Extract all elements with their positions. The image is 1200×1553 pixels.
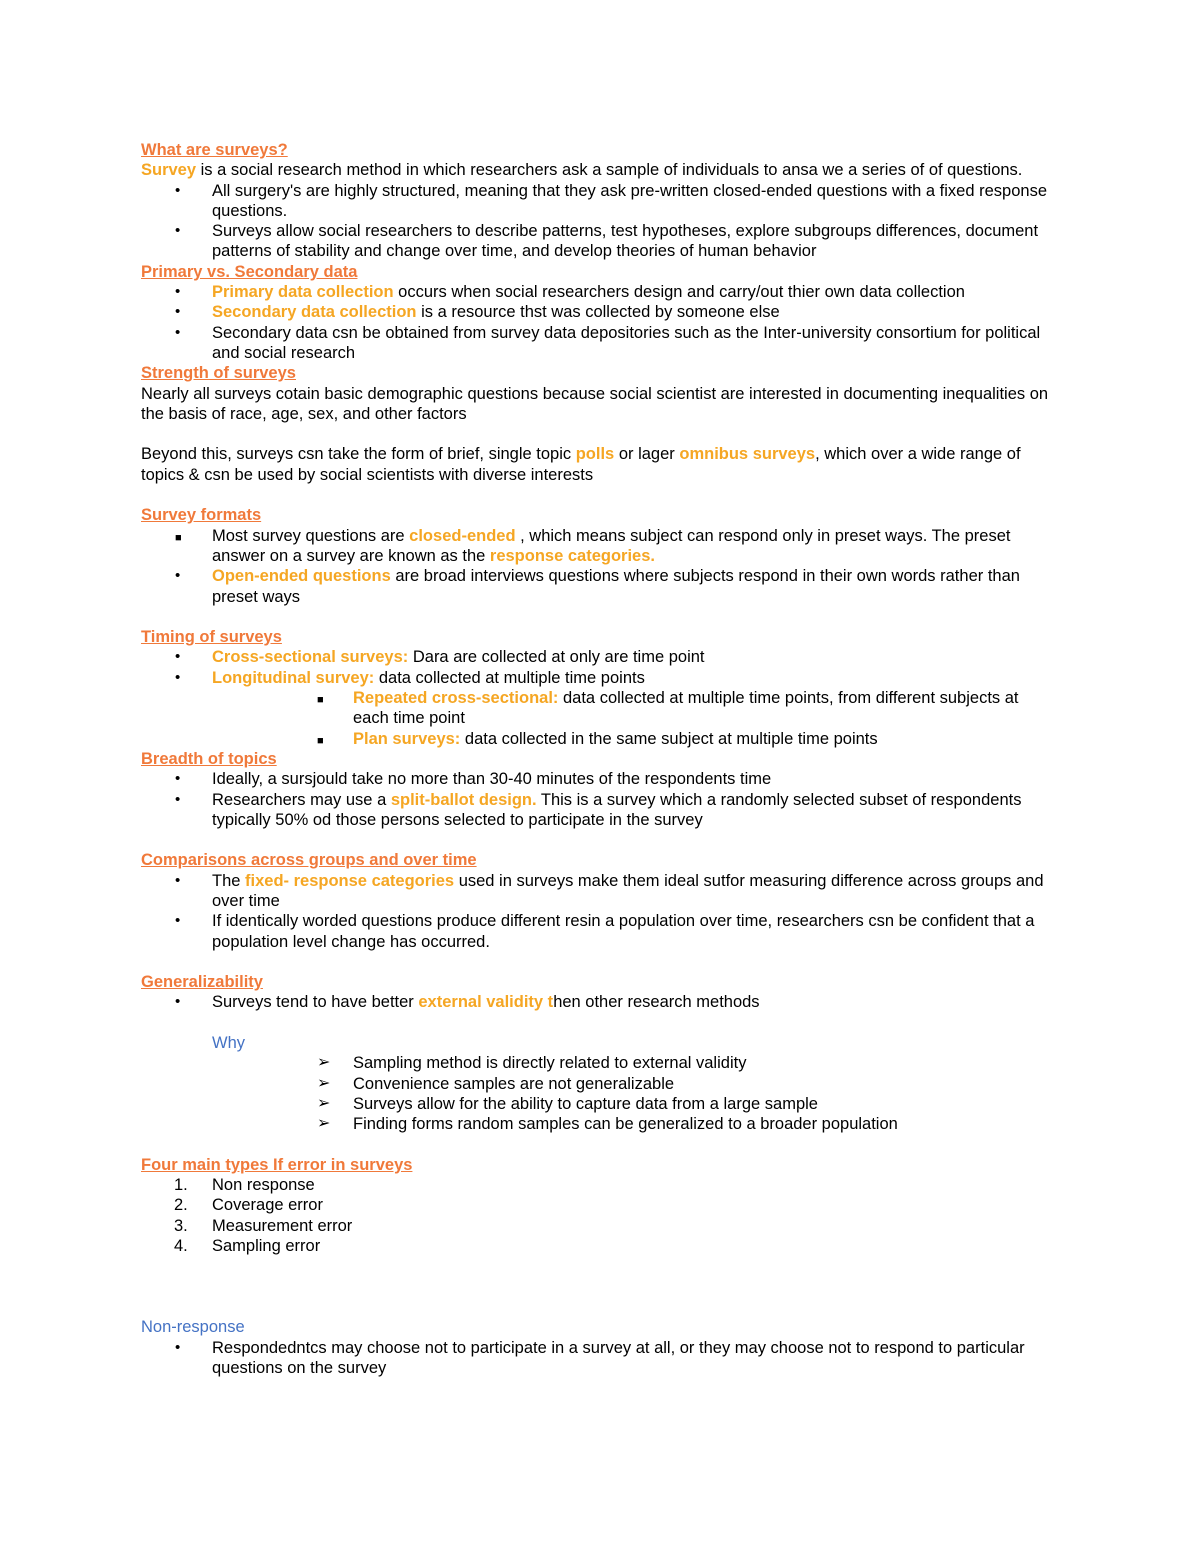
heading-generalizability: Generalizability bbox=[141, 973, 263, 992]
list-item bbox=[141, 769, 1050, 789]
list-item-text: , which means subject can respond only in preset ways. The preset answer on a survey are known as the bbox=[212, 526, 1011, 565]
list-item-text: Secondary data csn be obtained from survey data depositories such as the Inter-university consortium for political and social research bbox=[212, 323, 1041, 362]
list-item bbox=[141, 1094, 1050, 1114]
list-item-text: is a resource thst was collected by someone else bbox=[416, 303, 780, 322]
arrow-bullet-icon: ➢ bbox=[317, 1115, 331, 1133]
list-item bbox=[141, 1216, 1050, 1236]
term-external-validity: external validity t bbox=[418, 993, 554, 1012]
list-item bbox=[141, 1053, 1050, 1073]
list-item-text: data collected at multiple time points, from different subjects at each time point bbox=[353, 689, 1019, 728]
term-primary-data: Primary data collection bbox=[212, 283, 394, 302]
list-item bbox=[141, 181, 1050, 222]
list-item-text: If identically worded questions produce different resin a population over time, researchers csn be confident that a population level change has occurred. bbox=[212, 912, 1035, 951]
bullet-icon: • bbox=[175, 323, 181, 341]
bullet-icon: • bbox=[175, 648, 181, 666]
list-item bbox=[141, 911, 1050, 952]
bullet-icon: • bbox=[175, 668, 181, 686]
square-bullet-icon: ■ bbox=[175, 531, 182, 544]
list-item bbox=[141, 871, 1050, 912]
timing-list bbox=[141, 647, 1050, 748]
list-item bbox=[141, 1175, 1050, 1195]
bullet-icon: • bbox=[175, 871, 181, 889]
term-fixed-response: fixed- response categories bbox=[245, 871, 455, 890]
heading-non-response: Non-response bbox=[141, 1318, 245, 1337]
list-item bbox=[141, 282, 1050, 302]
list-item-text: occurs when social researchers design and carry/out thier own data collection bbox=[393, 283, 965, 302]
blank-line bbox=[141, 1013, 1050, 1033]
heading-timing: Timing of surveys bbox=[141, 628, 282, 647]
list-number: 3. bbox=[174, 1216, 188, 1235]
list-item-text: Finding forms random samples can be generalized to a broader population bbox=[353, 1115, 898, 1134]
bullet-icon: • bbox=[175, 567, 181, 585]
bullet-icon: • bbox=[175, 790, 181, 808]
list-item bbox=[141, 566, 1050, 607]
list-item bbox=[141, 1338, 1050, 1379]
bullet-icon: • bbox=[175, 181, 181, 199]
term-omnibus: omnibus surveys bbox=[679, 445, 816, 464]
error-types-list bbox=[141, 1175, 1050, 1256]
blank-line bbox=[141, 607, 1050, 627]
list-item-text: Convenience samples are not generalizable bbox=[353, 1074, 675, 1093]
list-item bbox=[141, 1074, 1050, 1094]
term-cross-sectional: Cross-sectional surveys: bbox=[212, 648, 409, 667]
list-item bbox=[141, 302, 1050, 322]
blank-line bbox=[141, 952, 1050, 972]
blank-line bbox=[141, 485, 1050, 505]
heading-four-types-error: Four main types If error in surveys bbox=[141, 1155, 413, 1174]
comparisons-list bbox=[141, 871, 1050, 952]
list-item-text: Sampling error bbox=[212, 1237, 321, 1256]
square-bullet-icon: ■ bbox=[317, 734, 324, 747]
list-item bbox=[141, 729, 1050, 749]
list-item bbox=[141, 221, 1050, 262]
breadth-list bbox=[141, 769, 1050, 830]
bullet-icon: • bbox=[175, 222, 181, 240]
heading-what-are-surveys: What are surveys? bbox=[141, 141, 288, 159]
list-item-text: are broad interviews questions where subjects respond in their own words rather than preset ways bbox=[212, 567, 1020, 606]
list-item-text: Respondedntcs may choose not to participate in a survey at all, or they may choose not to respond to particular questions on the survey bbox=[212, 1338, 1025, 1377]
term-survey: Survey bbox=[141, 161, 197, 180]
arrow-bullet-icon: ➢ bbox=[317, 1054, 331, 1072]
bullet-icon: • bbox=[175, 1338, 181, 1356]
surveys-bullet-list bbox=[141, 181, 1050, 262]
list-item bbox=[141, 1236, 1050, 1256]
list-item bbox=[141, 526, 1050, 567]
non-response-list bbox=[141, 1338, 1050, 1379]
survey-definition bbox=[141, 160, 1050, 180]
list-item-text: Most survey questions are bbox=[212, 526, 410, 545]
list-item-text: Surveys tend to have better bbox=[212, 993, 419, 1012]
data-types-list bbox=[141, 282, 1050, 363]
bullet-icon: • bbox=[175, 770, 181, 788]
term-longitudinal: Longitudinal survey: bbox=[212, 668, 375, 687]
heading-survey-formats: Survey formats bbox=[141, 506, 262, 525]
term-split-ballot: split-ballot design. bbox=[390, 790, 537, 809]
list-number: 4. bbox=[174, 1237, 188, 1256]
generalizability-list bbox=[141, 992, 1050, 1012]
list-item bbox=[141, 992, 1050, 1012]
list-item-text: Non response bbox=[212, 1176, 315, 1195]
strength-paragraph-1: Nearly all surveys cotain basic demographic questions because social scientist are interested in documenting inequalities on the basis of race, age, sex, and other factors bbox=[141, 384, 1049, 423]
list-item-text: used in surveys make them ideal sutfor measuring difference across groups and over time bbox=[212, 871, 1044, 910]
list-item bbox=[141, 790, 1050, 831]
list-item bbox=[141, 323, 1050, 364]
list-item-text: Coverage error bbox=[212, 1196, 323, 1215]
arrow-bullet-icon: ➢ bbox=[317, 1074, 331, 1092]
paragraph-text: , which over a wide range of topics & csn be used by social scientists with diverse interests bbox=[141, 445, 1021, 484]
list-item-text: This is a survey which a randomly selected subset of respondents typically 50% od those persons selected to participate in the survey bbox=[212, 790, 1022, 829]
bullet-icon: • bbox=[175, 912, 181, 930]
term-open-ended: Open-ended questions bbox=[212, 567, 391, 586]
blank-line bbox=[141, 424, 1050, 444]
list-item-text: hen other research methods bbox=[553, 993, 760, 1012]
list-item-text: The bbox=[212, 871, 246, 890]
formats-list bbox=[141, 526, 1050, 607]
term-polls: polls bbox=[575, 445, 615, 464]
list-item-text: Researchers may use a bbox=[212, 790, 391, 809]
list-item-text: data collected in the same subject at multiple time points bbox=[460, 729, 878, 748]
list-item-text: Dara are collected at only are time point bbox=[408, 648, 705, 667]
blank-lines bbox=[141, 1256, 1050, 1317]
term-closed-ended: closed-ended bbox=[409, 526, 516, 545]
list-item bbox=[141, 1114, 1050, 1134]
term-repeated-cross-sectional: Repeated cross-sectional: bbox=[353, 689, 559, 708]
list-number: 2. bbox=[174, 1196, 188, 1215]
why-label: Why bbox=[212, 1034, 245, 1053]
list-number: 1. bbox=[174, 1176, 188, 1195]
bullet-icon: • bbox=[175, 283, 181, 301]
list-item-text: All surgery's are highly structured, meaning that they ask pre-written closed-ended questions with a fixed response questions. bbox=[212, 181, 1047, 220]
term-plan-surveys: Plan surveys: bbox=[353, 729, 461, 748]
paragraph-text: Beyond this, surveys csn take the form of brief, single topic bbox=[141, 445, 576, 464]
paragraph-text: or lager bbox=[614, 445, 680, 464]
heading-breadth: Breadth of topics bbox=[141, 749, 277, 768]
list-item-text: Surveys allow for the ability to capture data from a large sample bbox=[353, 1094, 818, 1113]
square-bullet-icon: ■ bbox=[317, 694, 324, 707]
term-secondary-data: Secondary data collection bbox=[212, 303, 417, 322]
arrow-bullet-icon: ➢ bbox=[317, 1094, 331, 1112]
list-item-text: Surveys allow social researchers to describe patterns, test hypotheses, explore subgroups differences, document patterns of stability and change over time, and develop theories of human behavior bbox=[212, 222, 1039, 261]
survey-definition-text: is a social research method in which researchers ask a sample of individuals to ansa we a series of of questions. bbox=[196, 161, 1023, 180]
heading-primary-secondary: Primary vs. Secondary data bbox=[141, 262, 358, 281]
strength-paragraph-2 bbox=[141, 444, 1050, 485]
bullet-icon: • bbox=[175, 303, 181, 321]
list-item bbox=[141, 668, 1050, 688]
list-item bbox=[141, 1195, 1050, 1215]
term-response-categories: response categories. bbox=[489, 546, 655, 565]
blank-line bbox=[141, 830, 1050, 850]
why-arrow-list bbox=[141, 1053, 1050, 1134]
list-item-text: Measurement error bbox=[212, 1216, 353, 1235]
list-item bbox=[141, 688, 1050, 729]
bullet-icon: • bbox=[175, 993, 181, 1011]
heading-comparisons: Comparisons across groups and over time bbox=[141, 851, 477, 870]
heading-strength: Strength of surveys bbox=[141, 364, 296, 383]
list-item-text: Ideally, a sursjould take no more than 30-40 minutes of the respondents time bbox=[212, 770, 772, 789]
list-item-text: data collected at multiple time points bbox=[374, 668, 645, 687]
blank-line bbox=[141, 1135, 1050, 1155]
list-item bbox=[141, 647, 1050, 667]
list-item-text: Sampling method is directly related to external validity bbox=[353, 1054, 747, 1073]
